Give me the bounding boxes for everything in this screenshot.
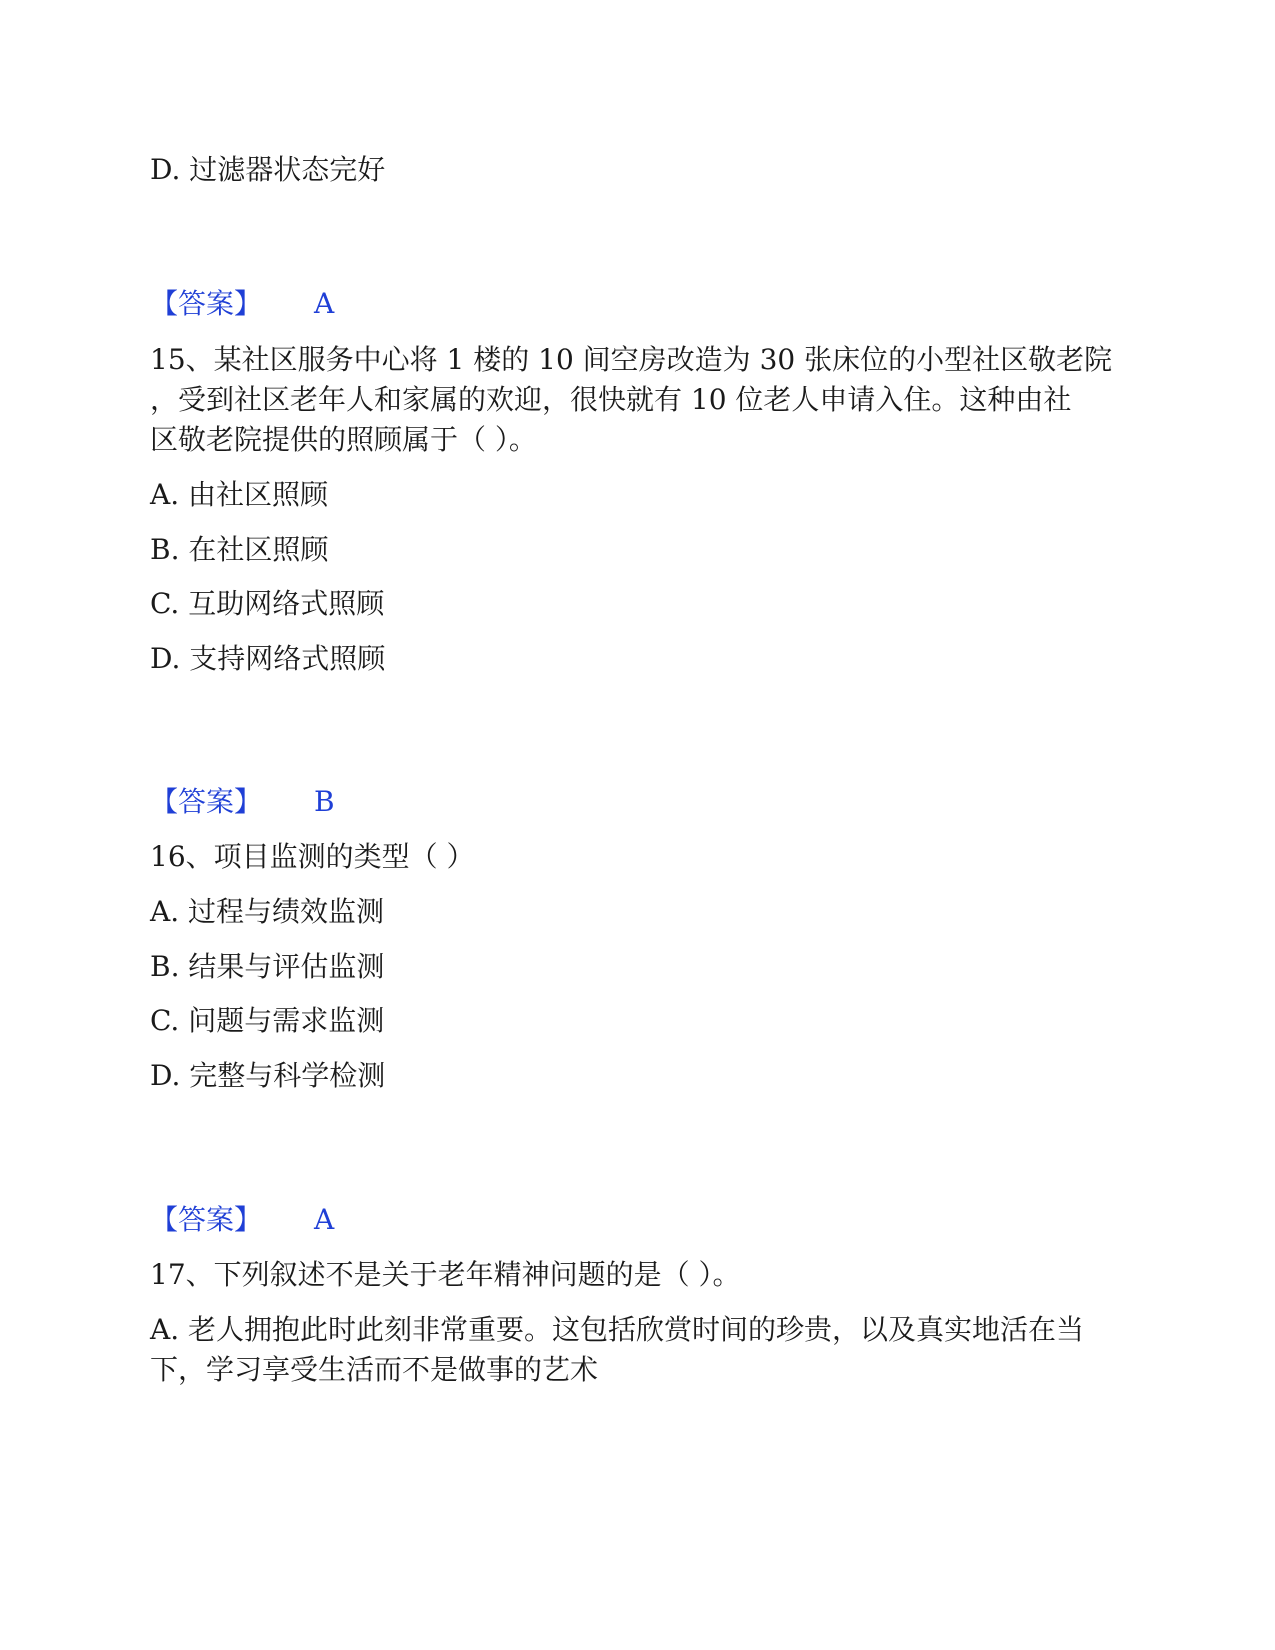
q15-answer [150,782,335,822]
q15-option-d: D. 支持网络式照顾 [150,642,386,675]
q17-option-a-line2: 下，学习享受生活而不是做事的艺术 [150,1353,599,1386]
q14-answer [150,284,334,324]
q15-option-b: B. 在社区照顾 [150,533,329,566]
q15-stem-line3: 区敬老院提供的照顾属于（ ）。 [150,423,537,456]
q14-option-d: D. 过滤器状态完好 [150,153,386,186]
q16-option-c: C. 问题与需求监测 [150,1004,385,1037]
answer-label: 【答案】 [150,785,263,818]
answer-value: A [314,287,335,320]
q15-option-c: C. 互助网络式照顾 [150,587,385,620]
answer-value: A [314,1203,335,1236]
q16-option-d: D. 完整与科学检测 [150,1059,386,1092]
answer-label: 【答案】 [150,1203,263,1236]
answer-label: 【答案】 [150,287,263,320]
q15-stem-line2: ，受到社区老年人和家属的欢迎，很快就有 10 位老人申请入住。这种由社 [150,383,1072,416]
q17-stem: 17、下列叙述不是关于老年精神问题的是（ ）。 [150,1258,741,1291]
q16-option-b: B. 结果与评估监测 [150,950,385,983]
q16-answer [150,1200,334,1240]
q16-option-a: A. 过程与绩效监测 [150,895,385,928]
answer-value: B [314,785,335,818]
q16-stem: 16、项目监测的类型（ ） [150,840,475,873]
q17-option-a-line1: A. 老人拥抱此时此刻非常重要。这包括欣赏时间的珍贵，以及真实地活在当 [150,1313,1085,1346]
q15-stem-line1: 15、某社区服务中心将 1 楼的 10 间空房改造为 30 张床位的小型社区敬老院 [150,343,1113,376]
q15-option-a: A. 由社区照顾 [150,478,329,511]
